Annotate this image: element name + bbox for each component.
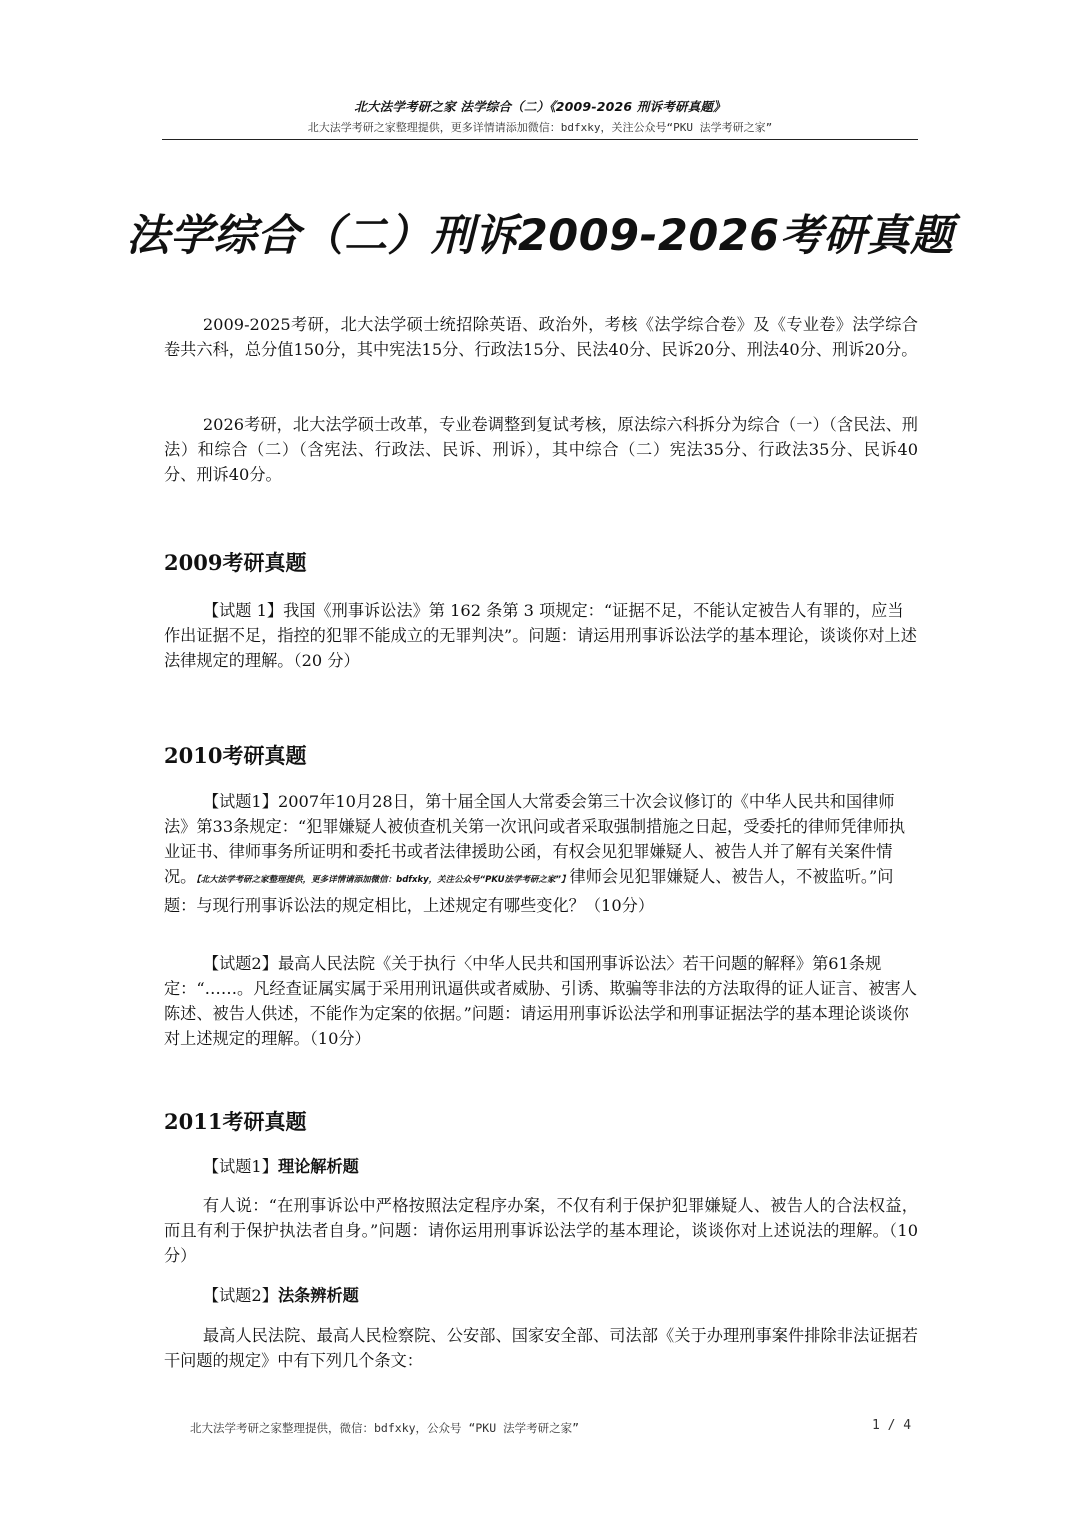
question-label: 【试题2】 <box>202 954 278 973</box>
question-type: 法条辨析题 <box>277 1286 359 1305</box>
question-text: 2007年10月28日，第十届全国人大常委会第三十次会议修订的《中华人民共和国律师法》第33条规定：“犯罪嫌疑人被侦查机关第一次讯问或者采取强制措施之日起，受委托的律师凭律师执业证书、律师事务所证明和委托书或者法律援助公函，有权会见犯罪嫌疑人、被告人并了解有关案件情况。 <box>164 792 906 886</box>
intro-paragraph-2: 2026考研，北大法学硕士改革，专业卷调整到复试考核，原法综六科拆分为综合（一）（含民法、刑法）和综合（二）（含宪法、行政法、民诉、刑诉），其中综合（二）宪法35分、行政法35分、民诉40分、刑诉40分。 <box>164 415 918 484</box>
section-heading-2009: 2009考研真题 <box>164 550 307 575</box>
question-2009-1 <box>164 598 918 673</box>
document-title: 法学综合（二）刑诉2009-2026考研真题 <box>126 211 954 261</box>
page-number: 1 / 4 <box>872 1418 912 1433</box>
question-2010-1 <box>164 789 918 918</box>
running-header-title: 北大法学考研之家 法学综合（二）《2009-2026 刑诉考研真题》 <box>354 99 726 114</box>
footer-note: 北大法学考研之家整理提供，微信：bdfxky，公众号 “PKU 法学考研之家” <box>190 1421 580 1435</box>
question-2011-2-text: 最高人民法院、最高人民检察院、公安部、国家安全部、司法部《关于办理刑事案件排除非法证据若干问题的规定》中有下列几个条文： <box>164 1326 918 1370</box>
question-2011-2-heading <box>164 1283 918 1308</box>
intro-paragraph-1: 2009-2025考研，北大法学硕士统招除英语、政治外，考核《法学综合卷》及《专业卷》法学综合卷共六科，总分值150分，其中宪法15分、行政法15分、民法40分、民诉20分、刑法40分、刑诉20分。 <box>164 315 918 359</box>
question-text-continued: 律师会见犯罪嫌疑人、被告人，不被监听。”问题：与现行刑事诉讼法的规定相比，上述规定有哪些变化？（10分） <box>164 867 894 915</box>
question-2011-1-text: 有人说：“在刑事诉讼中严格按照法定程序办案，不仅有利于保护犯罪嫌疑人、被告人的合法权益，而且有利于保护执法者自身。”问题：请你运用刑事诉讼法学的基本理论，谈谈你对上述说法的理解。（10分） <box>164 1196 918 1265</box>
section-heading-2011: 2011考研真题 <box>164 1109 307 1134</box>
section-heading-2010: 2010考研真题 <box>164 743 307 768</box>
inline-watermark: 【北大法学考研之家整理提供，更多详情请添加微信：bdfxky，关注公众号“PKU法学考研之家”】 <box>196 875 570 885</box>
question-text: 最高人民法院《关于执行〈中华人民共和国刑事诉讼法〉若干问题的解释》第61条规定：“……。凡经查证属实属于采用刑讯逼供或者威胁、引诱、欺骗等非法的方法取得的证人证言、被害人陈述、被告人供述，不能作为定案的依据。”问题：请运用刑事诉讼法学和刑事证据法学的基本理论谈谈你对上述规定的理解。（10分） <box>164 954 917 1048</box>
question-type: 理论解析题 <box>277 1157 359 1176</box>
question-label: 【试题2】 <box>202 1286 278 1305</box>
question-2011-1-heading <box>164 1154 918 1179</box>
question-2010-2 <box>164 951 918 1051</box>
question-label: 【试题1】 <box>202 792 278 811</box>
question-label: 【试题 1】 <box>202 601 284 620</box>
question-text: 我国《刑事诉讼法》第 162 条第 3 项规定：“证据不足，不能认定被告人有罪的，应当作出证据不足，指控的犯罪不能成立的无罪判决”。问题：请运用刑事诉讼法学的基本理论，谈谈你对上述法律规定的理解。（20 分） <box>164 601 917 670</box>
header-divider <box>162 139 918 140</box>
question-label: 【试题1】 <box>202 1157 278 1176</box>
running-header-note: 北大法学考研之家整理提供，更多详情请添加微信：bdfxky，关注公众号“PKU 法学考研之家” <box>307 121 773 134</box>
